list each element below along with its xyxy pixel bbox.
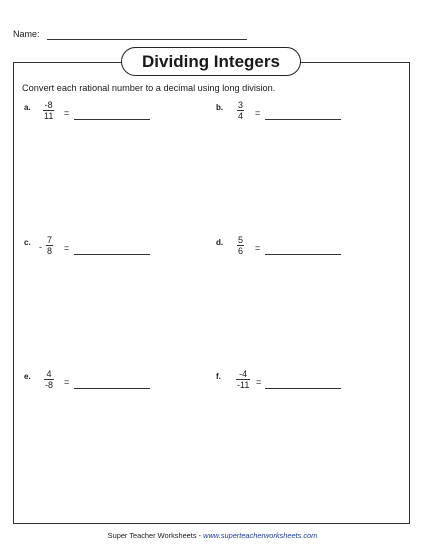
numerator: 3	[238, 100, 244, 110]
equals-sign: =	[64, 377, 70, 387]
equals-sign: =	[255, 108, 261, 118]
numerator: -4	[236, 369, 250, 380]
fraction	[237, 100, 244, 121]
denominator: 8	[47, 246, 53, 256]
equals-sign: =	[64, 108, 70, 118]
footer-link[interactable]: www.superteacherworksheets.com	[203, 531, 318, 540]
numerator: -8	[44, 100, 53, 110]
numerator: 7	[47, 235, 53, 245]
problem-letter: d.	[216, 238, 224, 247]
answer-line[interactable]	[74, 254, 150, 255]
negative-sign: -	[39, 242, 42, 252]
fraction	[46, 235, 53, 256]
worksheet-title: Dividing Integers	[121, 47, 301, 76]
answer-line[interactable]	[265, 254, 341, 255]
equals-sign: =	[256, 377, 262, 387]
answer-line[interactable]	[74, 388, 150, 389]
answer-line[interactable]	[74, 119, 150, 120]
answer-line[interactable]	[265, 388, 341, 389]
problem-letter: a.	[24, 103, 31, 112]
denominator: -11	[237, 380, 250, 390]
name-label: Name:	[13, 29, 40, 39]
fraction	[43, 100, 54, 121]
denominator: 4	[238, 111, 244, 121]
problem-letter: b.	[216, 103, 224, 112]
problem-letter: f.	[216, 372, 221, 381]
problem-letter: c.	[24, 238, 31, 247]
denominator: -8	[45, 380, 54, 390]
numerator: 5	[238, 235, 244, 245]
worksheet-frame	[13, 62, 410, 524]
problem-letter: e.	[24, 372, 31, 381]
denominator: 6	[238, 246, 244, 256]
fraction	[237, 235, 244, 256]
fraction	[236, 369, 250, 390]
footer-text: Super Teacher Worksheets -	[107, 531, 204, 540]
equals-sign: =	[255, 243, 261, 253]
fraction	[44, 369, 54, 390]
footer	[0, 531, 425, 540]
equals-sign: =	[64, 243, 70, 253]
denominator: 11	[44, 111, 54, 121]
name-line[interactable]	[47, 39, 247, 40]
answer-line[interactable]	[265, 119, 341, 120]
instructions: Convert each rational number to a decimal using long division.	[22, 83, 276, 93]
numerator: 4	[44, 369, 54, 380]
